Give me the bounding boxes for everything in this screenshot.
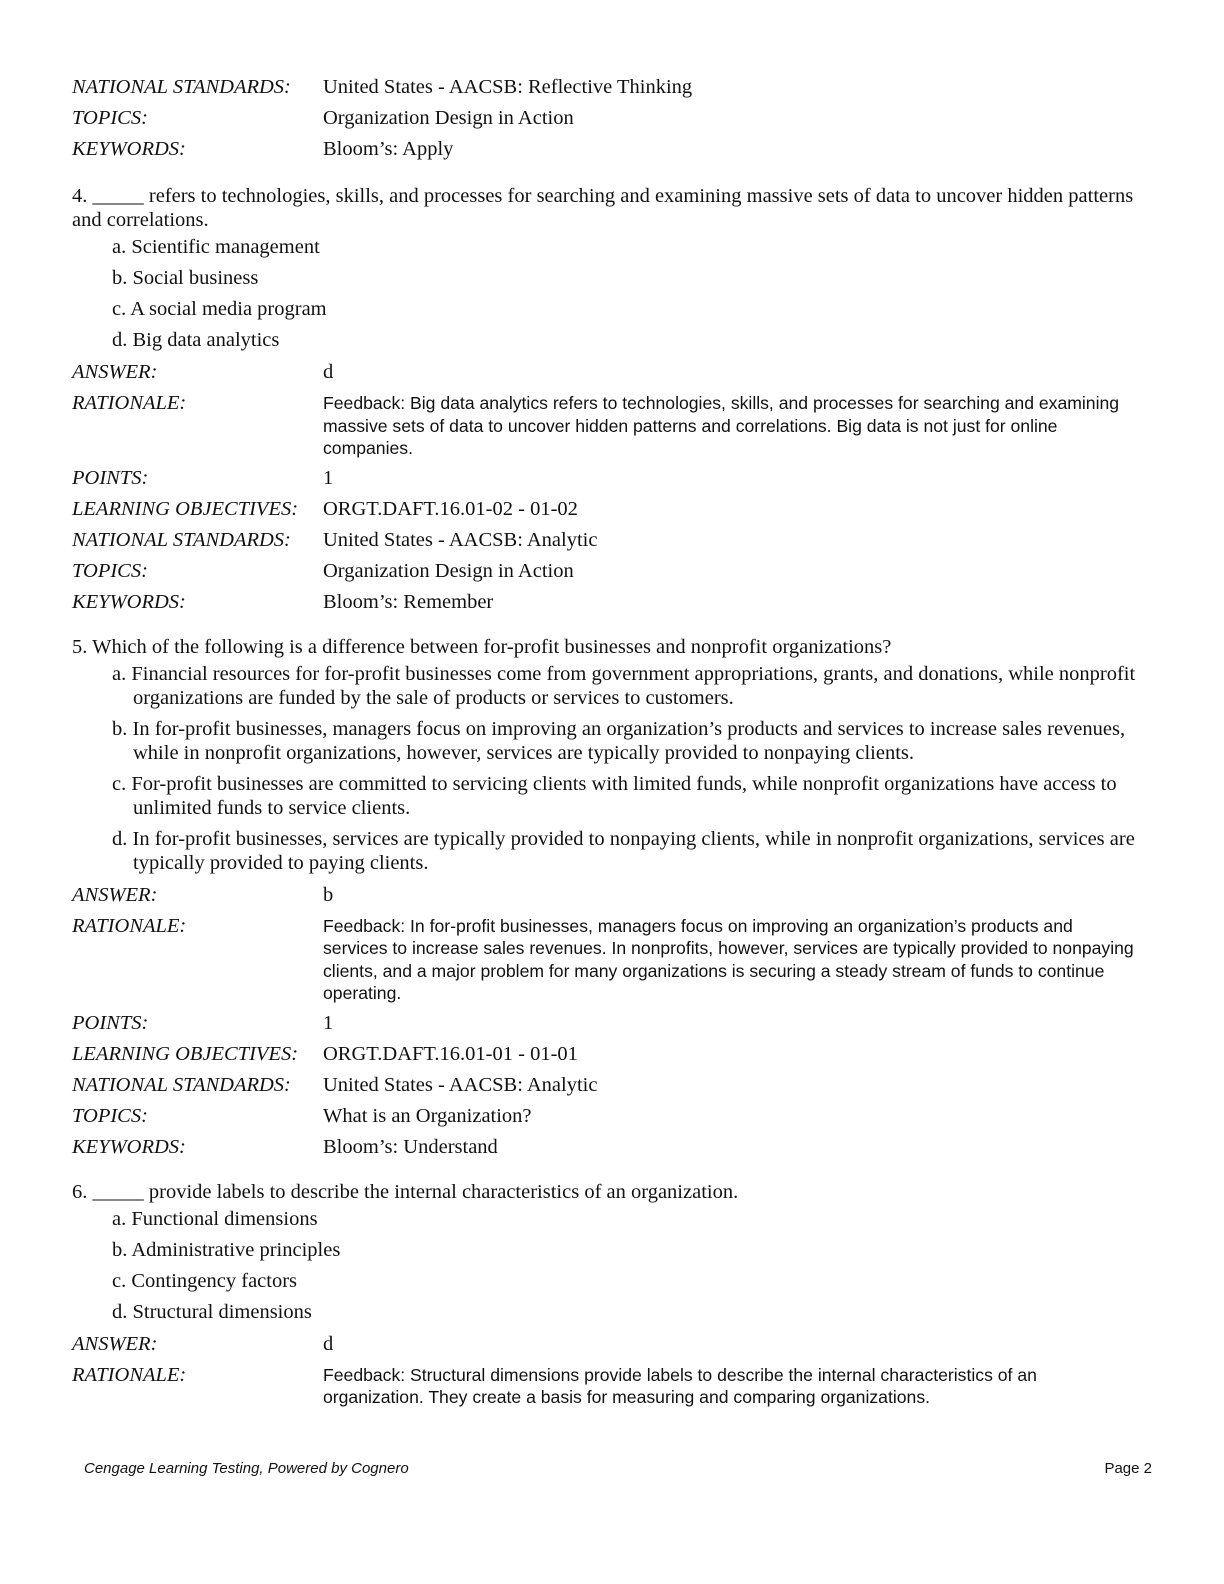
meta-label: ANSWER: [72, 883, 158, 906]
meta-row [72, 882, 1142, 908]
meta-value: ORGT.DAFT.16.01-02 - 01-02 [323, 497, 578, 520]
meta-row [72, 105, 1142, 131]
meta-row [72, 1041, 1142, 1067]
meta-value: United States - AACSB: Analytic [323, 1073, 598, 1096]
question-text: 4. _____ refers to technologies, skills, and processes for searching and examining massive sets of data to uncover hidden patterns and correlations. [72, 185, 1134, 231]
rationale-text: Feedback: Structural dimensions provide labels to describe the internal characteristics of an organization. They create a basis for measuring and comparing organizations. [323, 1364, 1037, 1407]
meta-row [72, 496, 1142, 522]
meta-label: RATIONALE: [72, 914, 187, 937]
meta-row [72, 465, 1142, 491]
answer-option: a. Functional dimensions [112, 1207, 318, 1230]
meta-value: 1 [323, 466, 334, 489]
meta-label: ANSWER: [72, 361, 158, 383]
meta-row [72, 1134, 1142, 1160]
meta-label: POINTS: [72, 466, 149, 489]
meta-label: RATIONALE: [72, 392, 187, 414]
answer-option: b. In for-profit businesses, managers focus on improving an organization’s products and services to increase sales revenues, while in nonprofit organizations, however, services are typically provided to nonpaying clients. [112, 717, 1126, 764]
answer-option: c. Contingency factors [112, 1269, 298, 1292]
meta-value: What is an Organization? [323, 1104, 532, 1127]
meta-row [72, 913, 1142, 1005]
meta-row [72, 359, 1142, 385]
meta-value: Bloom’s: Remember [323, 590, 494, 613]
meta-label: NATIONAL STANDARDS: [72, 76, 291, 98]
meta-label: KEYWORDS: [72, 138, 186, 160]
answer-option: b. Administrative principles [112, 1238, 341, 1261]
meta-value: ORGT.DAFT.16.01-01 - 01-01 [323, 1042, 578, 1065]
meta-row [72, 1072, 1142, 1098]
answer-option: d. Big data analytics [112, 329, 280, 351]
answer-option: c. A social media program [112, 298, 327, 320]
answer-value: b [323, 883, 334, 906]
rationale-text: Feedback: In for-profit businesses, managers focus on improving an organization’s products and services to increase sales revenues. In nonprofits, however, services are typically provided to nonpaying clients, and a major problem for many organizations is securing a steady stream of funds to continue operating. [323, 915, 1134, 1003]
meta-row [72, 1362, 1142, 1409]
rationale-text: Feedback: Big data analytics refers to technologies, skills, and processes for searching and examining massive sets of data to uncover hidden patterns and correlations. Big data is not just for online companies. [323, 393, 1120, 458]
meta-value: Organization Design in Action [323, 559, 574, 582]
meta-row [72, 527, 1142, 553]
meta-label: LEARNING OBJECTIVES: [72, 1042, 299, 1065]
meta-row [72, 1010, 1142, 1036]
document-page [72, 74, 1142, 1414]
meta-label: LEARNING OBJECTIVES: [72, 497, 299, 520]
meta-row [72, 558, 1142, 584]
meta-label: TOPICS: [72, 107, 148, 129]
answer-option: a. Financial resources for for-profit businesses come from government appropriations, grants, and donations, while nonprofit organizations are funded by the sale of products or services to customers. [112, 662, 1136, 709]
meta-label: RATIONALE: [72, 1363, 187, 1386]
answer-value: d [323, 1332, 334, 1355]
question-text: 6. _____ provide labels to describe the internal characteristics of an organization. [72, 1180, 739, 1203]
meta-value: United States - AACSB: Analytic [323, 528, 598, 551]
meta-row [72, 74, 1142, 100]
meta-label: TOPICS: [72, 559, 148, 582]
page-number: Page 2 [1104, 1460, 1152, 1477]
meta-value: Bloom’s: Understand [323, 1135, 498, 1158]
footer-brand: Cengage Learning Testing, Powered by Cognero [84, 1460, 409, 1477]
meta-value: United States - AACSB: Reflective Thinking [323, 76, 693, 98]
meta-row [72, 589, 1142, 615]
meta-value: Bloom’s: Apply [323, 138, 454, 160]
answer-option: d. Structural dimensions [112, 1300, 312, 1323]
meta-label: POINTS: [72, 1011, 149, 1034]
answer-option: b. Social business [112, 267, 259, 289]
meta-label: NATIONAL STANDARDS: [72, 528, 291, 551]
meta-label: ANSWER: [72, 1332, 158, 1355]
answer-option: a. Scientific management [112, 236, 320, 258]
meta-label: KEYWORDS: [72, 1135, 186, 1158]
meta-row [72, 1103, 1142, 1129]
answer-option: c. For-profit businesses are committed to servicing clients with limited funds, while nonprofit organizations have access to unlimited funds to service clients. [112, 772, 1117, 819]
meta-value: 1 [323, 1011, 334, 1034]
meta-value: Organization Design in Action [323, 107, 574, 129]
meta-label: KEYWORDS: [72, 590, 186, 613]
meta-row [72, 390, 1142, 460]
answer-value: d [323, 361, 334, 383]
page-footer [84, 1460, 1152, 1477]
answer-option: d. In for-profit businesses, services are typically provided to nonpaying clients, while in nonprofit organizations, services are typically provided to paying clients. [112, 827, 1135, 874]
question-text: 5. Which of the following is a difference between for-profit businesses and nonprofit organizations? [72, 635, 892, 658]
meta-row [72, 136, 1142, 162]
meta-label: NATIONAL STANDARDS: [72, 1073, 291, 1096]
meta-row [72, 1331, 1142, 1357]
meta-label: TOPICS: [72, 1104, 148, 1127]
